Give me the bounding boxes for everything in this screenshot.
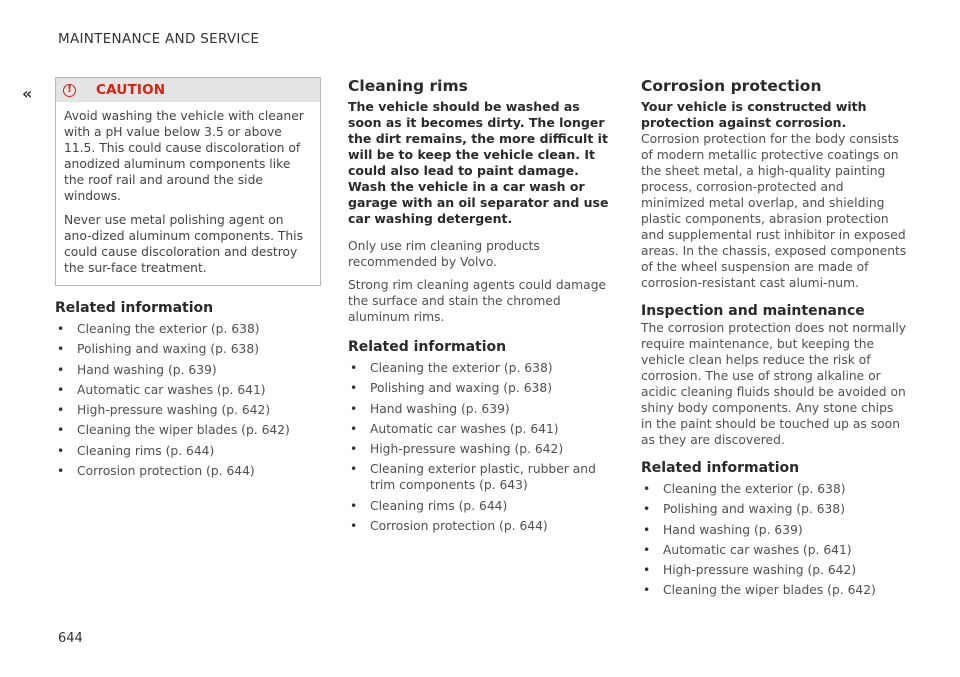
body-paragraph: Only use rim cleaning products recommended by Volvo. xyxy=(348,239,540,269)
related-link[interactable]: • High-pressure washing (p. 642) xyxy=(55,402,320,418)
column-right xyxy=(641,77,907,603)
body-paragraph: The corrosion protection does not normally require maintenance, but keeping the vehicle clean helps reduce the risk of corrosion. The use of strong alkaline or acidic cleaning fluids should be avoided on shiny body components. Any stone chips in the paint should be touched up as soon as they are discovered. xyxy=(641,321,907,447)
caution-box xyxy=(55,77,321,286)
related-link[interactable]: • Cleaning rims (p. 644) xyxy=(348,498,614,514)
related-link[interactable]: • Cleaning rims (p. 644) xyxy=(55,443,320,459)
related-link[interactable]: • Polishing and waxing (p. 638) xyxy=(641,501,907,517)
related-link[interactable]: • Automatic car washes (p. 641) xyxy=(348,421,614,437)
caution-header xyxy=(56,78,320,102)
related-link[interactable]: • Automatic car washes (p. 641) xyxy=(641,542,907,558)
related-link[interactable]: • Polishing and waxing (p. 638) xyxy=(55,341,320,357)
related-info-heading: Related information xyxy=(348,339,507,355)
caution-title: CAUTION xyxy=(96,82,166,98)
related-link[interactable]: • Cleaning the exterior (p. 638) xyxy=(348,360,614,376)
related-info-list xyxy=(55,321,320,479)
related-link[interactable]: • Hand washing (p. 639) xyxy=(348,401,614,417)
inspection-heading: Inspection and maintenance xyxy=(641,303,865,319)
related-link[interactable]: • High-pressure washing (p. 642) xyxy=(348,441,614,457)
section-header: MAINTENANCE AND SERVICE xyxy=(58,31,260,47)
related-link[interactable]: • Polishing and waxing (p. 638) xyxy=(348,380,614,396)
related-link[interactable]: • Hand washing (p. 639) xyxy=(641,522,907,538)
related-link[interactable]: • Cleaning exterior plastic, rubber and trim components (p. 643) xyxy=(348,461,614,493)
section-title-corrosion: Corrosion protection xyxy=(641,77,822,95)
body-paragraph: Strong rim cleaning agents could damage the surface and stain the chromed aluminum rims. xyxy=(348,278,607,324)
section-title-cleaning-rims: Cleaning rims xyxy=(348,77,468,95)
caution-paragraph: Avoid washing the vehicle with cleaner with a pH value below 3.5 or above 11.5. This could cause discoloration of anodized aluminum components like the roof rail and around the side windows. xyxy=(64,109,304,203)
page-number: 644 xyxy=(58,631,83,646)
related-link[interactable]: • Cleaning the wiper blades (p. 642) xyxy=(641,582,907,598)
caution-body xyxy=(56,102,320,285)
related-link[interactable]: • Hand washing (p. 639) xyxy=(55,362,320,378)
body-paragraph: Corrosion protection for the body consists of modern metallic protective coatings on the sheet metal, a high-quality painting process, corrosion-protected and minimized metal overlap, and shielding plastic components, abrasion protection and supplemental rust inhibitor in exposed areas. In the chassis, exposed components of the wheel suspension are made of corrosion-resistant cast alumi-num. xyxy=(641,132,907,290)
column-middle xyxy=(348,77,614,538)
caution-paragraph: Never use metal polishing agent on ano-dized aluminum components. This could cause discoloration and destroy the sur-face treatment. xyxy=(64,213,304,275)
lead-paragraph: The vehicle should be washed as soon as it becomes dirty. The longer the dirt remains, the more difficult it will be to keep the vehicle clean. It could also lead to paint damage. Wash the vehicle in a car wash or garage with an oil separator and use car washing detergent. xyxy=(348,99,609,226)
column-left xyxy=(55,77,320,483)
related-info-list xyxy=(348,360,614,534)
back-arrows-icon[interactable]: « xyxy=(22,84,33,103)
related-link[interactable]: • Automatic car washes (p. 641) xyxy=(55,382,320,398)
lead-paragraph: Your vehicle is constructed with protection against corrosion. xyxy=(641,99,867,130)
related-info-list xyxy=(641,481,907,598)
related-link[interactable]: • Cleaning the wiper blades (p. 642) xyxy=(55,422,320,438)
warning-icon: ! xyxy=(63,84,76,97)
related-link[interactable]: • Corrosion protection (p. 644) xyxy=(55,463,320,479)
related-link[interactable]: • Corrosion protection (p. 644) xyxy=(348,518,614,534)
related-link[interactable]: • Cleaning the exterior (p. 638) xyxy=(55,321,320,337)
related-info-heading: Related information xyxy=(55,300,214,316)
related-link[interactable]: • High-pressure washing (p. 642) xyxy=(641,562,907,578)
related-info-heading: Related information xyxy=(641,460,800,476)
related-link[interactable]: • Cleaning the exterior (p. 638) xyxy=(641,481,907,497)
